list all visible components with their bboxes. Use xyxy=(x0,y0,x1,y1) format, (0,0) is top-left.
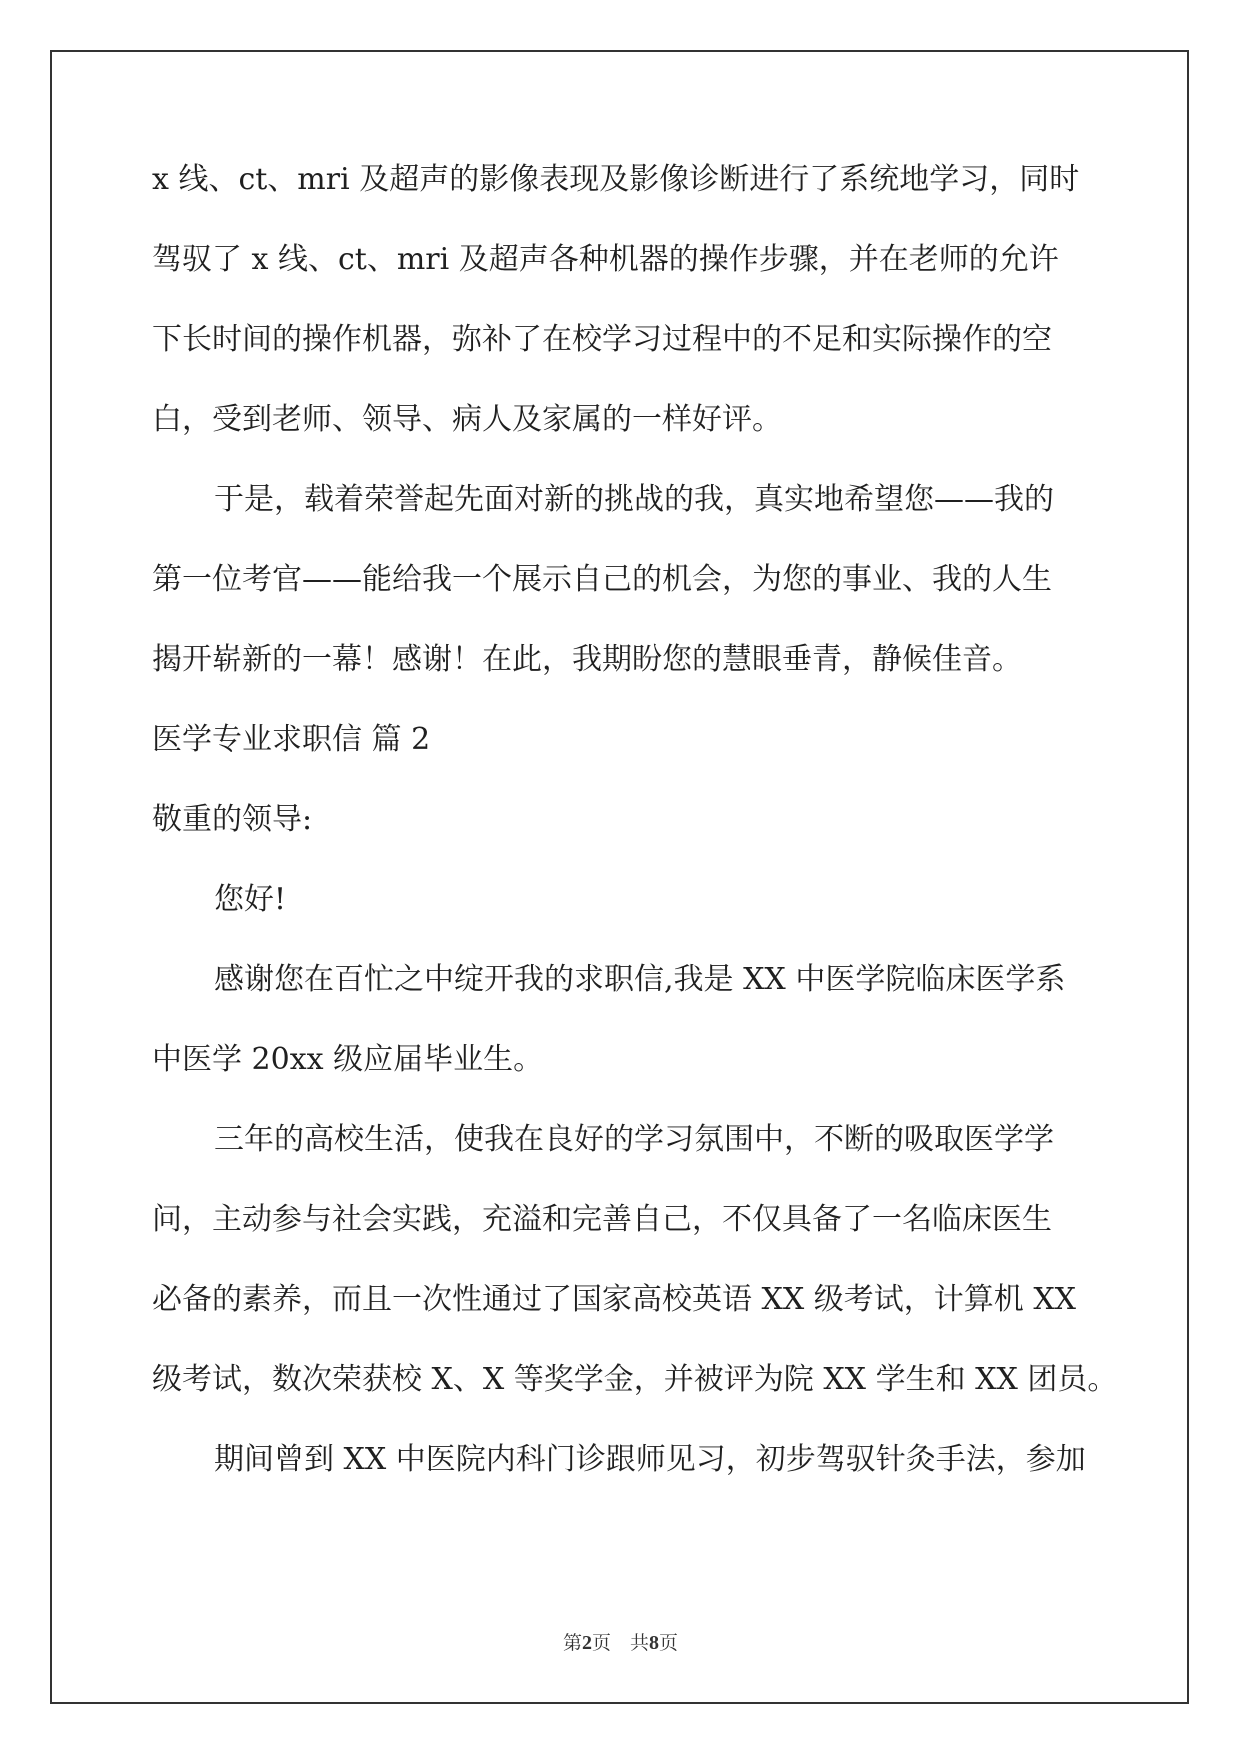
page-current-number: 2 xyxy=(581,1632,592,1654)
page-mid: 页 共 xyxy=(591,1632,649,1654)
paragraph-line: 下长时间的操作机器，弥补了在校学习过程中的不足和实际操作的空 xyxy=(152,322,1052,357)
paragraph-line: 感谢您在百忙之中绽开我的求职信,我是 XX 中医学院临床医学系 xyxy=(214,962,1066,997)
paragraph-line: 必备的素养，而且一次性通过了国家高校英语 XX 级考试，计算机 XX xyxy=(152,1282,1077,1317)
paragraph-line: 中医学 20xx 级应届毕业生。 xyxy=(152,1042,544,1077)
section-heading: 医学专业求职信 篇 2 xyxy=(152,722,431,757)
paragraph-line: 于是，载着荣誉起先面对新的挑战的我，真实地希望您——我的 xyxy=(214,482,1054,517)
page-prefix: 第 xyxy=(562,1632,582,1654)
paragraph-line: 级考试，数次荣获校 X、X 等奖学金，并被评为院 XX 学生和 XX 团员。 xyxy=(152,1362,1118,1397)
page-footer xyxy=(0,1628,1241,1655)
paragraph-line: 三年的高校生活，使我在良好的学习氛围中，不断的吸取医学学 xyxy=(214,1122,1054,1157)
paragraph-line: 问，主动参与社会实践，充溢和完善自己，不仅具备了一名临床医生 xyxy=(152,1202,1052,1237)
paragraph-line: 驾驭了 x 线、ct、mri 及超声各种机器的操作步骤，并在老师的允许 xyxy=(152,242,1059,277)
paragraph-line: 第一位考官——能给我一个展示自己的机会，为您的事业、我的人生 xyxy=(152,562,1052,597)
document-body xyxy=(152,160,1118,1480)
paragraph-line: 白，受到老师、领导、病人及家属的一样好评。 xyxy=(152,402,782,437)
paragraph-line: x 线、ct、mri 及超声的影像表现及影像诊断进行了系统地学习，同时 xyxy=(152,162,1080,197)
salutation: 敬重的领导: xyxy=(152,802,313,837)
page-total-number: 8 xyxy=(649,1632,659,1654)
paragraph-line: 期间曾到 XX 中医院内科门诊跟师见习，初步驾驭针灸手法，参加 xyxy=(214,1442,1086,1477)
greeting: 您好! xyxy=(214,882,287,917)
paragraph-line: 揭开崭新的一幕！感谢！在此，我期盼您的慧眼垂青，静候佳音。 xyxy=(152,642,1022,677)
page-suffix: 页 xyxy=(659,1632,679,1654)
